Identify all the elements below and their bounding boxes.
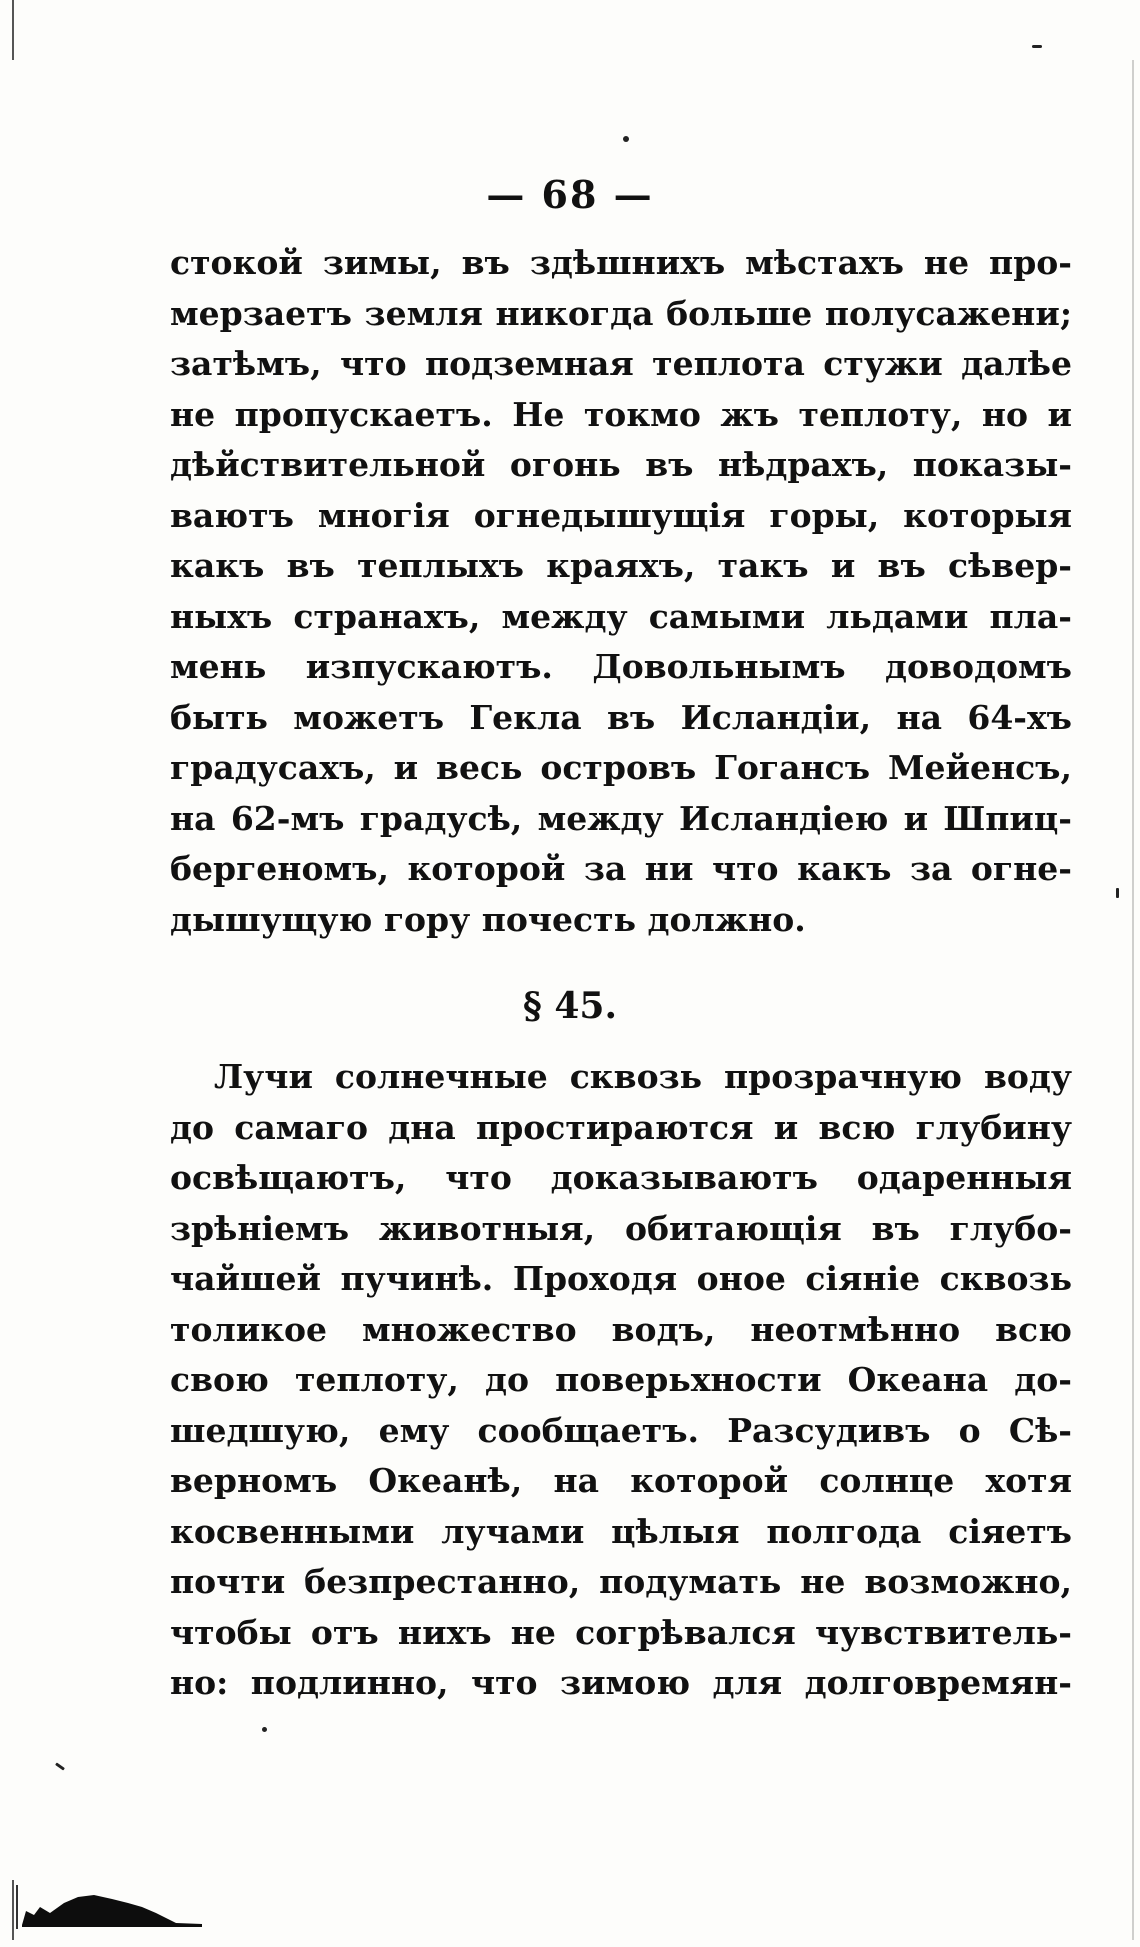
paragraph-1 — [170, 238, 1072, 945]
text-line: зрѣніемъ животныя, обитающія въ глубо- — [170, 1208, 1072, 1248]
page-edge-mark — [12, 0, 14, 60]
text-line: толикое множество водъ, неотмѣнно всю — [170, 1309, 1072, 1349]
text-line: бергеномъ, которой за ни что какъ за огне- — [170, 849, 1072, 888]
section-heading: § 45. — [523, 985, 617, 1027]
page-edge-mark — [12, 1880, 14, 1940]
text-line: на 62-мъ градусѣ, между Исландіею и Шпиц- — [170, 798, 1072, 838]
text-line: шедшую, ему сообщаетъ. Разсудивъ о Сѣ- — [170, 1410, 1072, 1450]
text-line: Лучи солнечные сквозь прозрачную воду — [214, 1057, 1072, 1096]
text-line: какъ въ теплыхъ краяхъ, такъ и въ сѣвер- — [170, 546, 1072, 585]
ink-speck — [262, 1727, 267, 1732]
text-line: дышущую гору почесть должно. — [170, 899, 806, 939]
ink-speck — [623, 136, 629, 142]
text-line: стокой зимы, въ здѣшнихъ мѣстахъ не про- — [170, 243, 1072, 282]
text-line: быть можетъ Гекла въ Исландіи, на 64-хъ — [170, 697, 1072, 737]
ink-speck — [1032, 45, 1042, 48]
ink-blot — [16, 1885, 206, 1929]
text-line: но: подлинно, что зимою для долговремян- — [170, 1663, 1072, 1702]
text-line: до самаго дна простираются и всю глубину — [170, 1107, 1072, 1147]
text-line: косвенными лучами цѣлыя полгода сіяетъ — [170, 1511, 1072, 1551]
text-line: верномъ Океанѣ, на которой солнце хотя — [170, 1461, 1072, 1500]
text-line: градусахъ, и весь островъ Гогансъ Мейенсъ, — [170, 748, 1072, 787]
text-line: чтобы отъ нихъ не согрѣвался чувствитель- — [170, 1612, 1072, 1652]
text-line: свою теплоту, до поверьхности Океана до- — [170, 1360, 1072, 1399]
text-line: мень изпускаютъ. Довольнымъ доводомъ — [170, 647, 1072, 686]
text-line: мерзаетъ земля никогда больше полусажени; — [170, 293, 1072, 333]
text-line: чайшей пучинѣ. Проходя оное сіяніе сквозь — [170, 1259, 1072, 1298]
text-line: дѣйствительной огонь въ нѣдрахъ, показы- — [170, 445, 1072, 484]
text-line: не пропускаетъ. Не токмо жъ теплоту, но и — [170, 394, 1072, 434]
text-line: ныхъ странахъ, между самыми льдами пла- — [170, 596, 1072, 636]
text-line: почти безпрестанно, подумать не возможно, — [170, 1562, 1072, 1601]
text-line: освѣщаютъ, что доказываютъ одаренныя — [170, 1158, 1072, 1197]
ink-speck — [1116, 888, 1119, 898]
text-line: ваютъ многія огнедышущія горы, которыя — [170, 495, 1072, 535]
paragraph-2 — [170, 1052, 1072, 1709]
ink-speck — [55, 1762, 65, 1770]
page-number: — 68 — — [486, 172, 654, 217]
text-line: затѣмъ, что подземная теплота стужи далѣе — [170, 344, 1072, 383]
